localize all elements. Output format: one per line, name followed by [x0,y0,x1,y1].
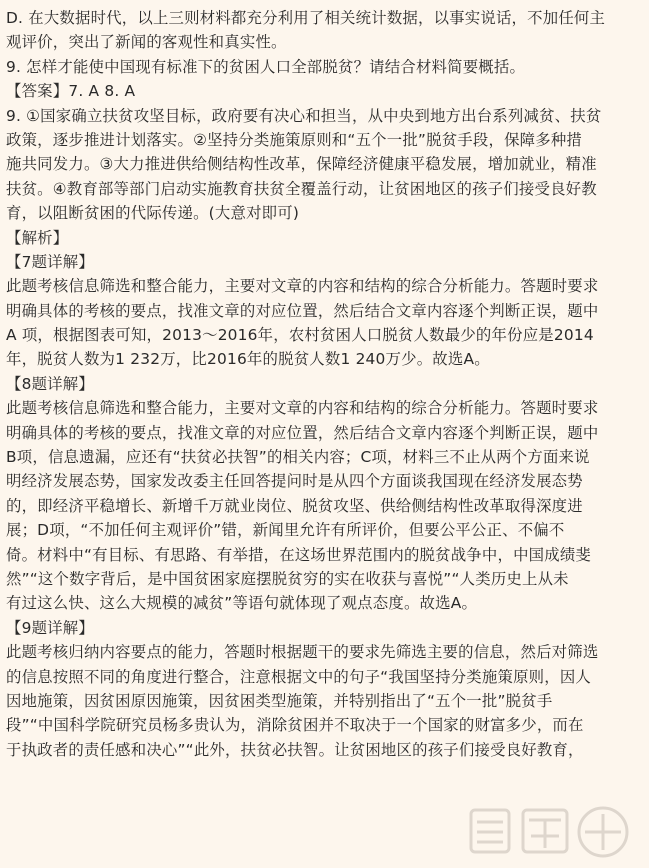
text-line: 展；D项，“不加任何主观评价”错，新闻里允许有所评价，但要公平公正、不偏不 [6,521,565,540]
text-line: 此题考核信息筛选和整合能力，主要对文章的内容和结构的综合分析能力。答题时要求 [6,399,599,418]
text-line: 9. 怎样才能使中国现有标准下的贫困人口全部脱贫？请结合材料简要概括。 [6,57,526,76]
text-line: B项，信息遗漏，应还有“扶贫必扶智”的相关内容；C项，材料三不止从两个方面来说 [6,448,590,467]
text-line: 施共同发力。③大力推进供给侧结构性改革，保障经济健康平稳发展，增加就业，精准 [6,155,597,174]
text-line: 明确具体的考核的要点，找准文章的对应位置，然后结合文章内容逐个判断正误，题中 [6,301,599,320]
text-line: 的，即经济平稳增长、新增千万就业岗位、脱贫攻坚、供给侧结构性改革取得深度进 [6,496,583,515]
text-line: D. 在大数据时代，以上三则材料都充分利用了相关统计数据，以事实说话，不加任何主 [6,9,606,27]
text-line: 有过这么快、这么大规模的减贫”等语句就体现了观点态度。故选A。 [6,594,478,613]
section-heading: 【7题详解】 [6,252,94,271]
document-body [6,6,646,762]
text-line: 政策，逐步推进计划落实。②坚持分类施策原则和“五个一批”脱贫手段，保障多种措 [6,130,583,149]
text-line: 9. ①国家确立扶贫攻坚目标，政府要有决心和担当，从中央到地方出台系列减贫、扶贫 [6,106,602,125]
text-line: 因地施策，因贫困原因施策，因贫困类型施策，并特别指出了“五个一批”脱贫手 [6,691,553,710]
text-line: 于执政者的责任感和决心”“此外，扶贫必扶智。让贫困地区的孩子们接受良好教育， [6,740,584,759]
text-line: 观评价，突出了新闻的客观性和真实性。 [6,33,287,52]
text-line: 然”“这个数字背后，是中国贫困家庭摆脱贫穷的实在收获与喜悦”“人类历史上从未 [6,569,569,588]
text-line: 的信息按照不同的角度进行整合，注意根据文中的句子“我国坚持分类施策原则，因人 [6,667,592,686]
section-heading: 【解析】 [6,228,69,247]
watermark-logo [453,796,643,868]
section-heading: 【8题详解】 [6,374,94,393]
text-line: 扶贫。④教育部等部门启动实施教育扶贫全覆盖行动，让贫困地区的孩子们接受良好教 [6,179,597,198]
text-line: A 项，根据图表可知，2013～2016年，农村贫困人口脱贫人数最少的年份应是2014 [6,326,594,345]
section-heading: 【9题详解】 [6,618,94,637]
text-line: 倚。材料中“有目标、有思路、有举措，在这场世界范围内的脱贫战争中，中国成绩斐 [6,545,592,564]
text-line: 明确具体的考核的要点，找准文章的对应位置，然后结合文章内容逐个判断正误，题中 [6,423,599,442]
text-line: 段”“中国科学院研究员杨多贵认为，消除贫困并不取决于一个国家的财富多少，而在 [6,716,584,735]
text-line: 明经济发展态势，国家发改委主任回答提问时是从四个方面谈我国现在经济发展态势 [6,472,583,491]
text-line: 【答案】7. A 8. A [6,82,136,101]
text-line: 此题考核归纳内容要点的能力，答题时根据题干的要求先筛选主要的信息，然后对筛选 [6,643,599,662]
text-line: 年，脱贫人数为1 232万，比2016年的脱贫人数1 240万少。故选A。 [6,350,490,369]
text-line: 育，以阻断贫困的代际传递。(大意对即可) [6,204,300,223]
text-line: 此题考核信息筛选和整合能力，主要对文章的内容和结构的综合分析能力。答题时要求 [6,277,599,296]
